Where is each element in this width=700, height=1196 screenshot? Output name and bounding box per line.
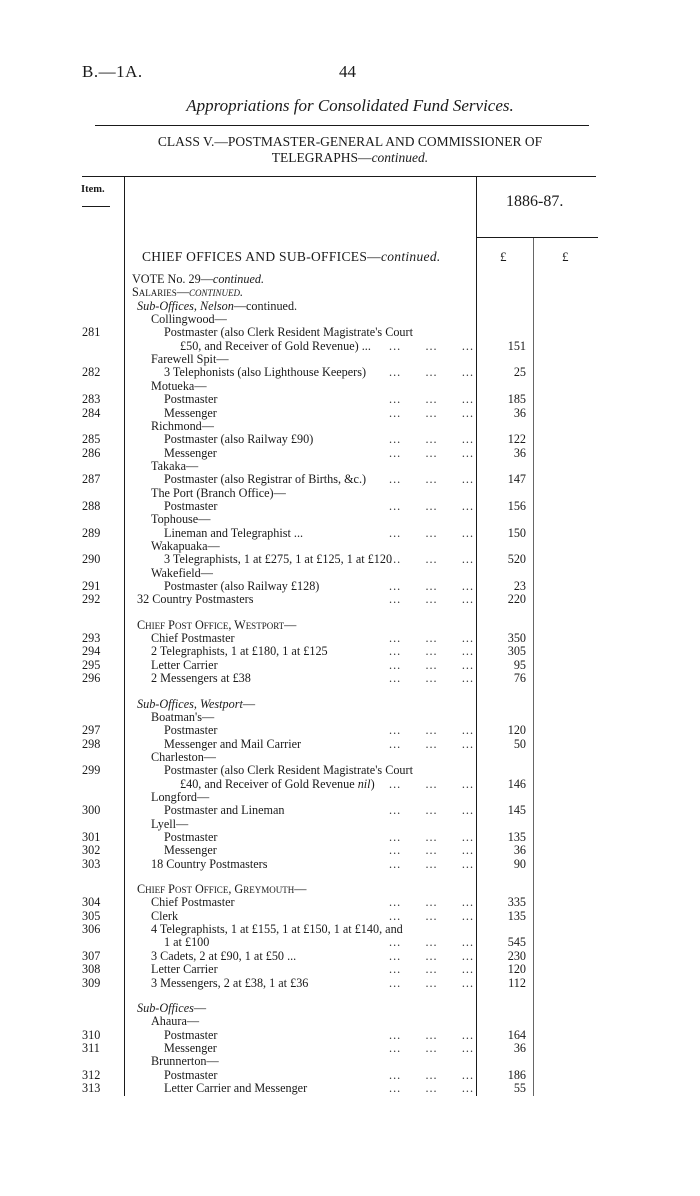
item-description-text: Ahaura— bbox=[151, 1014, 200, 1029]
item-number: 309 bbox=[82, 975, 101, 990]
item-description-text: 3 Telegraphists, 1 at £275, 1 at £125, 1 at £120 bbox=[164, 552, 393, 567]
item-number: 310 bbox=[82, 1027, 101, 1042]
item-number: 298 bbox=[82, 736, 101, 751]
item-description bbox=[151, 671, 251, 685]
table-row bbox=[0, 1041, 700, 1055]
table-row bbox=[0, 579, 700, 593]
item-description bbox=[164, 830, 218, 844]
document-reference: B.—1A. bbox=[82, 62, 143, 81]
item-description-text: Postmaster bbox=[164, 498, 218, 513]
item-description bbox=[164, 1068, 218, 1082]
item-description bbox=[164, 1028, 218, 1042]
item-amount: 76 bbox=[513, 671, 526, 686]
item-number: 286 bbox=[82, 445, 101, 460]
item-description bbox=[164, 392, 218, 406]
table-row bbox=[0, 285, 700, 299]
class-heading-continued: continued. bbox=[371, 150, 429, 165]
leader-dots: ... ... ... bbox=[376, 935, 474, 950]
item-description bbox=[151, 486, 286, 500]
item-description bbox=[151, 962, 218, 976]
item-description bbox=[151, 419, 214, 433]
table-row bbox=[0, 962, 700, 976]
item-description bbox=[137, 697, 255, 711]
item-description bbox=[132, 285, 243, 299]
item-amount: 36 bbox=[513, 405, 526, 420]
table-row bbox=[0, 1028, 700, 1042]
item-number: 300 bbox=[82, 803, 101, 818]
item-description bbox=[164, 803, 285, 817]
item-description-text: VOTE No. 29— bbox=[132, 272, 213, 286]
leader-dots: ... ... ... bbox=[376, 1040, 474, 1055]
item-number: 301 bbox=[82, 830, 101, 844]
item-description-text: £50, and Receiver of Gold Revenue) ... bbox=[180, 338, 371, 353]
table-row bbox=[0, 895, 700, 909]
item-description bbox=[151, 1054, 219, 1068]
item-amount: 95 bbox=[513, 657, 526, 672]
item-description-text: Lyell— bbox=[151, 816, 189, 831]
table-row bbox=[0, 618, 700, 632]
item-description bbox=[137, 592, 253, 606]
item-description-text: 2 Messengers at £38 bbox=[151, 671, 251, 686]
item-description bbox=[151, 658, 218, 672]
section-title-text: CHIEF OFFICES AND SUB-OFFICES— bbox=[142, 249, 381, 264]
item-description bbox=[132, 272, 264, 286]
item-description-text: Messenger and Mail Carrier bbox=[164, 736, 302, 751]
item-description-text: Longford— bbox=[151, 789, 210, 804]
item-description-text: Charleston— bbox=[151, 749, 216, 764]
item-description-text: Motueka— bbox=[151, 378, 207, 393]
table-row bbox=[0, 325, 700, 339]
item-description-text: 3 Telephonists (also Lighthouse Keepers) bbox=[164, 365, 367, 380]
item-amount: 120 bbox=[507, 962, 526, 977]
item-amount: 120 bbox=[507, 723, 526, 738]
item-description bbox=[164, 935, 209, 949]
item-amount: 112 bbox=[508, 975, 526, 990]
item-description-text: Letter Carrier bbox=[151, 962, 218, 977]
item-description bbox=[151, 710, 214, 724]
item-description-text: Messenger bbox=[164, 445, 217, 460]
table-row bbox=[0, 592, 700, 606]
item-description-tail: —continued. bbox=[233, 298, 298, 313]
item-description-text: Wakefield— bbox=[151, 565, 213, 580]
item-description bbox=[164, 432, 313, 446]
table-row bbox=[0, 379, 700, 393]
item-description-text: 4 Telegraphists, 1 at £155, 1 at £150, 1 at £140, and bbox=[151, 922, 403, 937]
item-description-text: Letter Carrier and Messenger bbox=[164, 1080, 308, 1095]
table-row bbox=[0, 882, 700, 896]
item-description-text: Collingwood— bbox=[151, 312, 227, 327]
item-description-text: £40, and Receiver of Gold Revenue bbox=[180, 776, 358, 791]
table-row bbox=[0, 644, 700, 658]
item-description-text: 3 Cadets, 2 at £90, 1 at £50 ... bbox=[151, 948, 297, 963]
item-amount: 305 bbox=[507, 644, 526, 659]
item-description-italic: nil bbox=[357, 776, 371, 791]
leader-dots: ... ... ... bbox=[376, 736, 474, 751]
leader-dots: ... ... ... bbox=[376, 830, 474, 844]
item-description-text: Tophouse— bbox=[151, 512, 211, 527]
item-description-text: Salaries— bbox=[132, 285, 189, 300]
item-amount: 186 bbox=[507, 1067, 526, 1082]
item-description-text: Postmaster bbox=[164, 1067, 218, 1082]
item-number: 284 bbox=[82, 405, 101, 420]
table-row bbox=[0, 671, 700, 685]
item-amount: 36 bbox=[513, 1040, 526, 1055]
table-top-rule bbox=[82, 176, 596, 177]
item-amount: 25 bbox=[513, 365, 526, 380]
item-amount: 185 bbox=[507, 392, 526, 407]
item-number: 302 bbox=[82, 843, 101, 858]
item-description-text: Lineman and Telegraphist ... bbox=[164, 525, 304, 540]
item-amount: 156 bbox=[507, 498, 526, 513]
item-description bbox=[151, 949, 296, 963]
leader-dots: ... ... ... bbox=[376, 856, 474, 871]
table-row bbox=[0, 949, 700, 963]
leader-dots: ... ... ... bbox=[376, 776, 474, 791]
table-row bbox=[0, 365, 700, 379]
item-description-text: 32 Country Postmasters bbox=[137, 592, 254, 607]
table-row bbox=[0, 459, 700, 473]
leader-dots: ... ... ... bbox=[376, 365, 474, 380]
leader-dots: ... ... ... bbox=[376, 803, 474, 818]
item-description-italic: Sub-Offices, Nelson bbox=[137, 298, 234, 313]
item-description-text: 18 Country Postmasters bbox=[151, 856, 268, 871]
item-amount: 36 bbox=[513, 843, 526, 858]
item-description-italic: Sub-Offices, Westport bbox=[137, 696, 243, 711]
item-description bbox=[151, 857, 267, 871]
leader-dots: ... ... ... bbox=[376, 1080, 474, 1095]
item-description-text: Postmaster and Lineman bbox=[164, 803, 285, 818]
item-description-text: Wakapuaka— bbox=[151, 539, 220, 553]
item-description-text: Chief Post Office, Greymouth— bbox=[137, 882, 307, 897]
item-description bbox=[151, 379, 207, 393]
item-description bbox=[151, 312, 227, 326]
leader-dots: ... ... ... bbox=[376, 552, 474, 567]
item-amount: 220 bbox=[507, 592, 526, 607]
item-description-text: Takaka— bbox=[151, 458, 199, 473]
leader-dots: ... ... ... bbox=[376, 657, 474, 672]
item-description-text: Chief Postmaster bbox=[151, 895, 235, 910]
table-row bbox=[0, 1014, 700, 1028]
item-amount: 90 bbox=[513, 856, 526, 871]
table-row bbox=[0, 272, 700, 286]
leader-dots: ... ... ... bbox=[376, 671, 474, 686]
leader-dots: ... ... ... bbox=[376, 895, 474, 910]
leader-dots: ... ... ... bbox=[376, 338, 474, 353]
item-description-text: Postmaster (also Registrar of Births, &c.) bbox=[164, 472, 367, 487]
table-row bbox=[0, 499, 700, 513]
item-number: 281 bbox=[82, 325, 101, 340]
item-description-text: Boatman's— bbox=[151, 709, 215, 724]
leader-dots: ... ... ... bbox=[376, 843, 474, 858]
leader-dots: ... ... ... bbox=[376, 405, 474, 420]
table-row bbox=[0, 432, 700, 446]
class-heading-text: TELEGRAPHS— bbox=[271, 150, 372, 165]
item-description bbox=[151, 566, 213, 580]
item-description bbox=[151, 895, 235, 909]
item-description bbox=[151, 922, 403, 936]
leader-dots: ... ... ... bbox=[376, 644, 474, 659]
table-row bbox=[0, 803, 700, 817]
item-amount: 55 bbox=[513, 1080, 526, 1095]
item-description bbox=[137, 618, 296, 632]
item-header-underline bbox=[82, 206, 110, 207]
table-row bbox=[0, 1001, 700, 1015]
table-row bbox=[0, 339, 700, 353]
table-row bbox=[0, 486, 700, 500]
page-title: Appropriations for Consolidated Fund Services. bbox=[186, 96, 514, 115]
leader-dots: ... ... ... bbox=[376, 975, 474, 990]
table-row bbox=[0, 909, 700, 923]
item-description bbox=[137, 299, 297, 313]
item-amount: 350 bbox=[507, 631, 526, 646]
item-amount: 520 bbox=[507, 552, 526, 567]
table-row bbox=[0, 830, 700, 844]
item-amount: 122 bbox=[507, 432, 526, 447]
item-number: 285 bbox=[82, 432, 101, 447]
item-amount: 147 bbox=[507, 472, 526, 487]
table-row bbox=[0, 777, 700, 791]
item-amount: 164 bbox=[507, 1027, 526, 1042]
table-row bbox=[0, 312, 700, 326]
item-number: 292 bbox=[82, 592, 101, 607]
item-number: 296 bbox=[82, 671, 101, 686]
leader-dots: ... ... ... bbox=[376, 723, 474, 738]
item-description bbox=[164, 406, 217, 420]
item-description bbox=[151, 790, 209, 804]
item-amount: 151 bbox=[507, 338, 526, 353]
table-row bbox=[0, 539, 700, 553]
item-amount: 145 bbox=[507, 803, 526, 818]
table-row bbox=[0, 723, 700, 737]
item-description-text: 1 at £100 bbox=[164, 935, 210, 950]
item-description bbox=[137, 882, 306, 896]
item-number: 283 bbox=[82, 392, 101, 407]
currency-symbol-2: £ bbox=[562, 249, 569, 264]
item-description bbox=[151, 909, 178, 923]
table-row bbox=[0, 857, 700, 871]
table-row bbox=[0, 658, 700, 672]
item-number: 312 bbox=[82, 1067, 101, 1082]
item-description-text: Richmond— bbox=[151, 418, 214, 433]
item-number: 290 bbox=[82, 552, 101, 567]
item-description-text: Postmaster bbox=[164, 723, 218, 738]
leader-dots: ... ... ... bbox=[376, 948, 474, 963]
item-description-text: Postmaster (also Railway £128) bbox=[164, 579, 320, 594]
item-description-italic: continued. bbox=[188, 285, 244, 300]
leader-dots: ... ... ... bbox=[376, 962, 474, 977]
table-row bbox=[0, 406, 700, 420]
item-number: 308 bbox=[82, 962, 101, 977]
item-description-text: Clerk bbox=[151, 908, 179, 923]
item-amount: 146 bbox=[507, 776, 526, 791]
item-amount: 23 bbox=[513, 579, 526, 594]
leader-dots: ... ... ... bbox=[376, 592, 474, 607]
item-description-italic: continued. bbox=[212, 272, 265, 286]
table-row bbox=[0, 790, 700, 804]
item-number: 303 bbox=[82, 856, 101, 871]
item-description bbox=[137, 1001, 206, 1015]
item-description bbox=[151, 512, 210, 526]
table-row bbox=[0, 710, 700, 724]
item-description bbox=[151, 817, 188, 831]
class-heading-line1: CLASS V.—POSTMASTER-GENERAL AND COMMISSIONER OF bbox=[157, 134, 543, 149]
item-number: 299 bbox=[82, 763, 101, 778]
item-description-text: Postmaster bbox=[164, 1027, 218, 1042]
item-description-text: Messenger bbox=[164, 1040, 217, 1055]
leader-dots: ... ... ... bbox=[376, 392, 474, 407]
item-description-italic: Sub-Offices bbox=[137, 1000, 194, 1015]
item-description-text: 3 Messengers, 2 at £38, 1 at £36 bbox=[151, 975, 309, 990]
item-description-tail: — bbox=[193, 1000, 207, 1015]
item-description-text: Farewell Spit— bbox=[151, 352, 229, 367]
item-description-text: Postmaster (also Railway £90) bbox=[164, 432, 314, 447]
item-description bbox=[151, 1014, 199, 1028]
item-amount: 36 bbox=[513, 445, 526, 460]
item-number: 288 bbox=[82, 498, 101, 513]
item-description bbox=[151, 750, 216, 764]
item-amount: 230 bbox=[507, 948, 526, 963]
table-row bbox=[0, 976, 700, 990]
leader-dots: ... ... ... bbox=[376, 432, 474, 447]
leader-dots: ... ... ... bbox=[376, 445, 474, 460]
item-description bbox=[164, 499, 218, 513]
item-number: 287 bbox=[82, 472, 101, 487]
table-row bbox=[0, 1054, 700, 1068]
item-description-text: Brunnerton— bbox=[151, 1054, 219, 1069]
item-description bbox=[164, 737, 301, 751]
item-number: 304 bbox=[82, 895, 101, 910]
item-description bbox=[164, 1041, 217, 1055]
item-amount: 545 bbox=[507, 935, 526, 950]
leader-dots: ... ... ... bbox=[376, 498, 474, 513]
table-row bbox=[0, 763, 700, 777]
table-row bbox=[0, 922, 700, 936]
item-number: 311 bbox=[82, 1040, 100, 1055]
item-number: 306 bbox=[82, 922, 101, 937]
item-description-tail: — bbox=[242, 696, 256, 711]
item-amount: 335 bbox=[507, 895, 526, 910]
table-row bbox=[0, 299, 700, 313]
table-row bbox=[0, 935, 700, 949]
item-number: 293 bbox=[82, 631, 101, 646]
table-row bbox=[0, 512, 700, 526]
item-description bbox=[151, 352, 229, 366]
section-title bbox=[142, 249, 441, 265]
item-description-text: Postmaster bbox=[164, 392, 218, 407]
table-row bbox=[0, 697, 700, 711]
item-amount: 135 bbox=[507, 908, 526, 923]
class-heading-line2 bbox=[0, 150, 700, 166]
item-number: 282 bbox=[82, 365, 101, 380]
table-row bbox=[0, 631, 700, 645]
leader-dots: ... ... ... bbox=[376, 908, 474, 923]
leader-dots: ... ... ... bbox=[376, 472, 474, 487]
table-row bbox=[0, 419, 700, 433]
item-number: 313 bbox=[82, 1080, 101, 1095]
item-description bbox=[164, 325, 413, 339]
item-description-text: Postmaster (also Clerk Resident Magistrate's Court bbox=[164, 763, 413, 778]
item-description-text: Postmaster (also Clerk Resident Magistrate's Court bbox=[164, 325, 413, 340]
item-amount: 150 bbox=[507, 525, 526, 540]
table-row bbox=[0, 552, 700, 566]
item-description bbox=[164, 446, 217, 460]
item-description bbox=[151, 631, 235, 645]
item-description bbox=[164, 843, 217, 857]
year-column-header: 1886-87. bbox=[506, 193, 564, 210]
item-description bbox=[151, 459, 198, 473]
item-description bbox=[164, 763, 413, 777]
table-row bbox=[0, 566, 700, 580]
item-number: 307 bbox=[82, 948, 101, 963]
item-number: 294 bbox=[82, 644, 101, 659]
item-description-text: 2 Telegraphists, 1 at £180, 1 at £125 bbox=[151, 644, 328, 659]
item-amount: 50 bbox=[513, 736, 526, 751]
section-title-continued: continued. bbox=[380, 249, 441, 264]
item-description bbox=[151, 976, 308, 990]
table-row bbox=[0, 446, 700, 460]
item-amount: 135 bbox=[507, 830, 526, 844]
item-description-text: Chief Post Office, Westport— bbox=[137, 617, 297, 632]
item-description-text: Letter Carrier bbox=[151, 657, 218, 672]
item-number: 305 bbox=[82, 908, 101, 923]
table-row bbox=[0, 352, 700, 366]
leader-dots: ... ... ... bbox=[376, 1067, 474, 1082]
table-row bbox=[0, 750, 700, 764]
item-number: 297 bbox=[82, 723, 101, 738]
item-description-text: The Port (Branch Office)— bbox=[151, 485, 286, 500]
table-row bbox=[0, 843, 700, 857]
currency-symbol-1: £ bbox=[500, 249, 507, 264]
page-number: 44 bbox=[339, 62, 356, 81]
table-row bbox=[0, 1068, 700, 1082]
leader-dots: ... ... ... bbox=[376, 579, 474, 594]
item-description bbox=[151, 644, 328, 658]
item-number: 291 bbox=[82, 579, 101, 594]
item-description-text: Messenger bbox=[164, 405, 217, 420]
item-description bbox=[164, 1081, 307, 1095]
leader-dots: ... ... ... bbox=[376, 1027, 474, 1042]
item-description bbox=[164, 526, 303, 540]
item-description-text: Chief Postmaster bbox=[151, 631, 235, 646]
item-column-header: Item. bbox=[81, 184, 105, 195]
table-row bbox=[0, 737, 700, 751]
table-row bbox=[0, 526, 700, 540]
item-description bbox=[164, 723, 218, 737]
item-description bbox=[164, 579, 319, 593]
item-number: 289 bbox=[82, 525, 101, 540]
item-description-text: Postmaster bbox=[164, 830, 218, 844]
item-number: 295 bbox=[82, 657, 101, 672]
table-row bbox=[0, 392, 700, 406]
table-row bbox=[0, 817, 700, 831]
title-rule bbox=[95, 125, 589, 126]
item-description bbox=[151, 539, 220, 553]
leader-dots: ... ... ... bbox=[376, 525, 474, 540]
item-description-tail: ) bbox=[370, 776, 375, 791]
table-row bbox=[0, 1081, 700, 1095]
leader-dots: ... ... ... bbox=[376, 631, 474, 646]
item-description-text: Messenger bbox=[164, 843, 217, 858]
table-row bbox=[0, 472, 700, 486]
year-header-rule bbox=[476, 237, 598, 238]
